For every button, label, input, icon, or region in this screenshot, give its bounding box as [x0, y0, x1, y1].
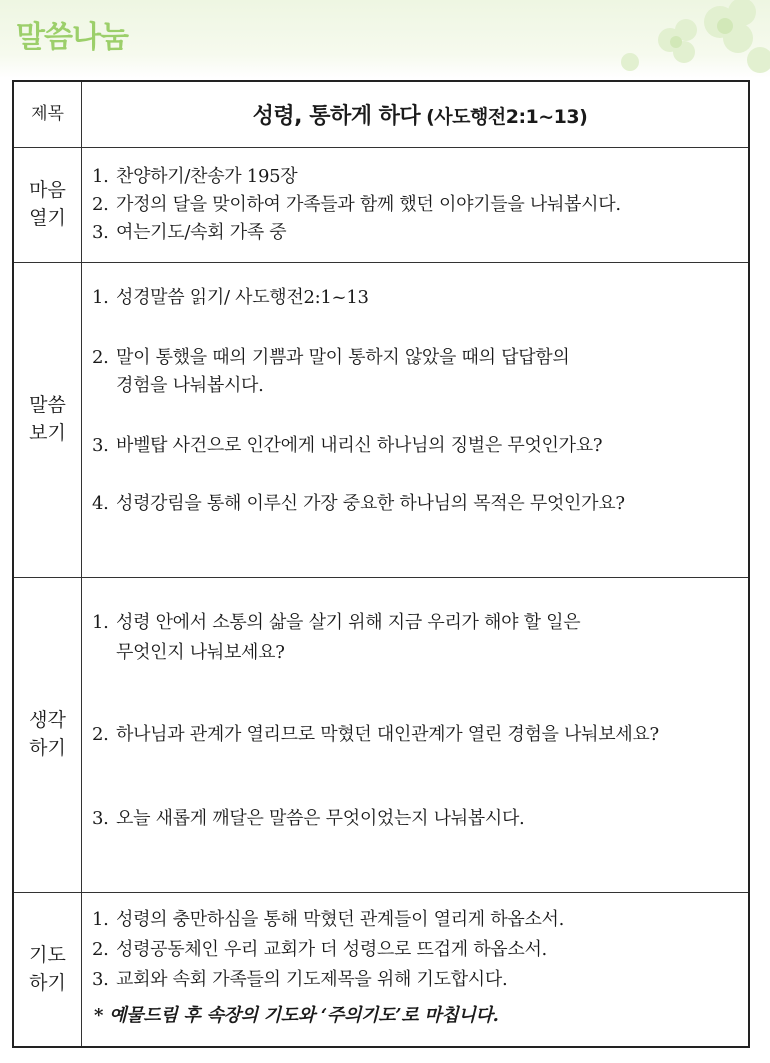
- item-text: 찬양하기/찬송가 195장: [116, 166, 298, 187]
- section-content: [82, 148, 748, 262]
- title-row: [14, 82, 748, 148]
- list-item: [92, 196, 621, 214]
- item-number: 1.: [92, 287, 109, 308]
- item-text: 교회와 속회 가족들의 기도제목을 위해 기도합시다.: [116, 969, 508, 990]
- main-title-text: 성령, 통하게 하다: [252, 104, 421, 129]
- list-item: [92, 224, 286, 242]
- item-number: 2.: [92, 347, 109, 368]
- section-content: [82, 578, 748, 892]
- section-label-line: 열기: [29, 207, 66, 229]
- item-text: 성령의 충만하심을 통해 막혔던 관계들이 열리게 하옵소서.: [116, 909, 565, 930]
- item-text: 말이 통했을 때의 기쁨과 말이 통하지 않았을 때의 답답함의: [116, 347, 570, 368]
- item-text: 성령강림을 통해 이루신 가장 중요한 하나님의 목적은 무엇인가요?: [116, 493, 625, 514]
- section-label-line: 생각: [29, 709, 66, 732]
- item-number: 4.: [92, 493, 109, 514]
- list-item: [92, 349, 569, 367]
- clover-decoration-icon: [600, 0, 770, 78]
- section-label: [14, 893, 82, 1046]
- list-item-continuation: [116, 644, 285, 662]
- item-text: 하나님과 관계가 열리므로 막혔던 대인관계가 열린 경험을 나눠보세요?: [116, 724, 659, 745]
- list-item: [92, 495, 625, 513]
- item-number: 1.: [92, 166, 109, 187]
- section-label: [14, 148, 82, 262]
- header-band: [0, 0, 770, 78]
- item-text: 무엇인지 나눠보세요?: [116, 642, 285, 663]
- section-content: [82, 263, 748, 577]
- item-number: 2.: [92, 194, 109, 215]
- item-number: 3.: [92, 435, 109, 456]
- item-text: 성령 안에서 소통의 삶을 살기 위해 지금 우리가 해야 할 일은: [116, 612, 581, 633]
- list-item: [92, 726, 659, 744]
- item-number: 1.: [92, 612, 109, 633]
- item-text: 바벨탑 사건으로 인간에게 내리신 하나님의 징벌은 무엇인가요?: [116, 435, 603, 456]
- item-number: 3.: [92, 222, 109, 243]
- item-number: 2.: [92, 939, 109, 960]
- item-text: 경험을 나눠봅시다.: [116, 375, 264, 396]
- item-text: 성령공동체인 우리 교회가 더 성령으로 뜨겁게 하옵소서.: [116, 939, 547, 960]
- list-item: [92, 911, 564, 929]
- scripture-reference: (사도행전2:1~13): [426, 106, 588, 128]
- list-item: [92, 437, 602, 455]
- section-label: [14, 263, 82, 577]
- title-content: [82, 82, 748, 147]
- list-item: [92, 289, 369, 307]
- section-open-heart: [14, 148, 748, 263]
- header-title: 말씀나눔: [16, 20, 128, 55]
- section-read-word: [14, 263, 748, 578]
- list-item: [92, 614, 580, 632]
- item-number: 2.: [92, 724, 109, 745]
- main-title: [253, 99, 588, 130]
- section-reflect: [14, 578, 748, 893]
- section-pray: [14, 893, 748, 1046]
- section-label-line: 하기: [29, 971, 66, 994]
- title-label: [14, 82, 82, 147]
- list-item: [92, 168, 297, 186]
- item-text: 성경말씀 읽기/ 사도행전2:1~13: [116, 287, 369, 308]
- section-label-line: 마음: [29, 179, 66, 202]
- section-label-line: 보기: [29, 422, 66, 444]
- item-text: 여는기도/속회 가족 중: [116, 222, 287, 243]
- item-number: 3.: [92, 808, 109, 829]
- item-text: 오늘 새롭게 깨달은 말씀은 무엇이었는지 나눠봅시다.: [116, 808, 525, 829]
- section-content: [82, 893, 748, 1046]
- list-item: [92, 941, 547, 959]
- list-item: [92, 810, 524, 828]
- item-number: 3.: [92, 969, 109, 990]
- item-text: 가정의 달을 맞이하여 가족들과 함께 했던 이야기들을 나눠봅시다.: [116, 194, 621, 215]
- title-label-text: 제목: [31, 104, 64, 125]
- item-number: 1.: [92, 909, 109, 930]
- list-item-continuation: [116, 377, 264, 395]
- section-label-line: 말씀: [29, 394, 66, 417]
- section-label-line: 하기: [29, 737, 66, 759]
- sharing-sheet: [12, 80, 750, 1048]
- section-label-line: 기도: [29, 943, 66, 966]
- list-item: [92, 971, 507, 989]
- closing-note: * 예물드림 후 속장의 기도와 ‘주의기도’로 마칩니다.: [94, 1005, 499, 1026]
- section-label: [14, 578, 82, 892]
